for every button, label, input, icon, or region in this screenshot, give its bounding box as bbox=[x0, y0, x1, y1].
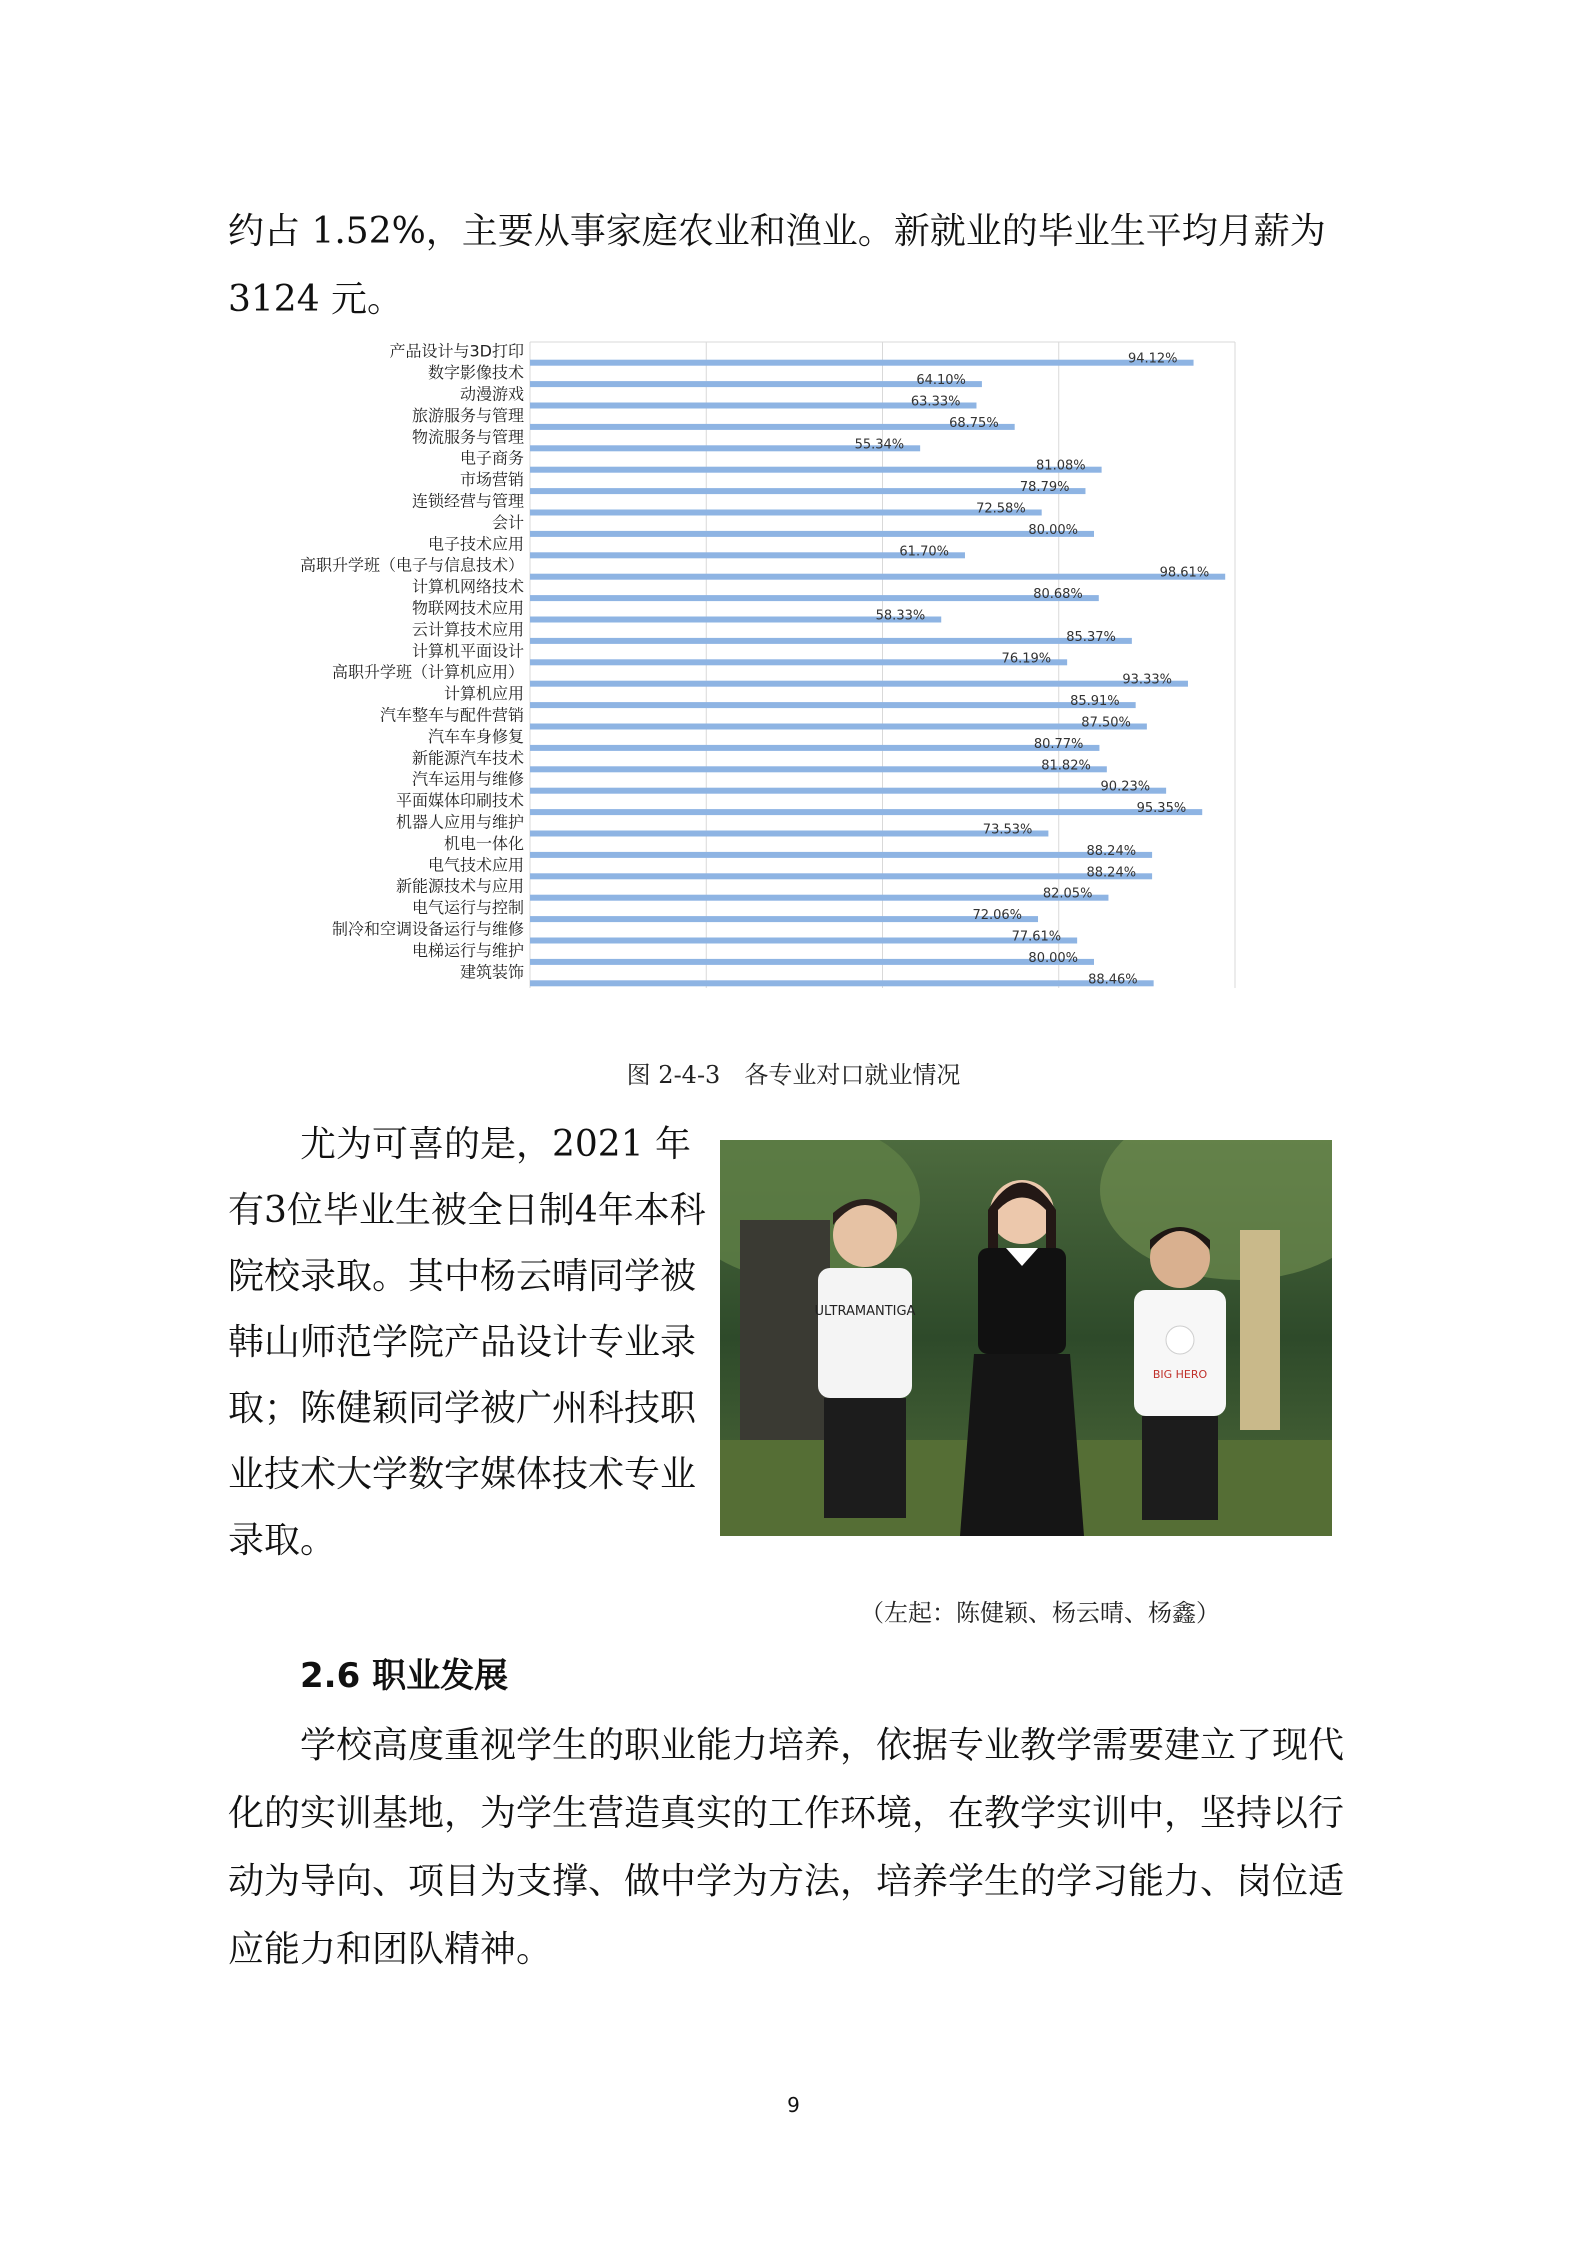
section-heading: 2.6 职业发展 bbox=[300, 1656, 509, 1696]
category-label: 会计 bbox=[491, 512, 524, 532]
category-label: 电气技术应用 bbox=[427, 855, 524, 875]
value-label: 80.68% bbox=[1033, 587, 1083, 603]
category-label: 旅游服务与管理 bbox=[411, 405, 524, 425]
value-label: 81.82% bbox=[1041, 758, 1091, 774]
bar bbox=[530, 681, 1188, 687]
category-label: 机电一体化 bbox=[443, 833, 524, 853]
category-label: 连锁经营与管理 bbox=[411, 491, 524, 511]
category-label: 电子商务 bbox=[459, 448, 524, 468]
value-label: 80.77% bbox=[1033, 736, 1084, 752]
value-label: 87.50% bbox=[1081, 715, 1131, 731]
bar bbox=[530, 766, 1107, 772]
category-label: 新能源汽车技术 bbox=[411, 748, 524, 768]
value-label: 88.46% bbox=[1088, 972, 1138, 988]
photo-caption: （左起：陈健颖、杨云晴、杨鑫） bbox=[860, 1599, 1220, 1627]
category-label: 高职升学班（计算机应用） bbox=[331, 662, 524, 682]
category-label: 新能源技术与应用 bbox=[395, 876, 524, 896]
category-label: 汽车车身修复 bbox=[427, 726, 524, 746]
bar bbox=[530, 895, 1108, 901]
bar bbox=[530, 574, 1225, 580]
bar bbox=[530, 381, 982, 387]
value-label: 81.08% bbox=[1036, 458, 1086, 474]
value-label: 80.00% bbox=[1028, 522, 1078, 538]
bar bbox=[530, 809, 1202, 815]
body-text: 学校高度重视学生的职业能力培养，依据专业教学需要建立了现代化的实训基地，为学生营造真实的工作环境，在教学实训中，坚持以行动为导向、项目为支撑、做中学为方法，培养学生的学习能力、岗位适应能力和团队精神。 bbox=[228, 1725, 1345, 1970]
bar bbox=[530, 724, 1147, 730]
value-label: 98.61% bbox=[1159, 565, 1210, 581]
photo-illustration bbox=[720, 1140, 1332, 1536]
value-label: 72.58% bbox=[976, 501, 1026, 517]
value-label: 95.35% bbox=[1136, 801, 1187, 817]
value-label: 93.33% bbox=[1122, 672, 1172, 688]
bar bbox=[530, 745, 1099, 751]
category-label: 电梯运行与维护 bbox=[411, 940, 524, 960]
value-label: 61.70% bbox=[899, 544, 949, 560]
bar bbox=[530, 959, 1094, 965]
bar bbox=[530, 873, 1152, 879]
category-label: 电子技术应用 bbox=[427, 534, 524, 554]
category-label: 高职升学班（电子与信息技术） bbox=[299, 555, 524, 575]
bar bbox=[530, 938, 1077, 944]
category-label: 数字影像技术 bbox=[427, 363, 524, 383]
category-label: 建筑装饰 bbox=[459, 962, 524, 982]
bar bbox=[530, 403, 976, 409]
value-label: 68.75% bbox=[949, 415, 999, 431]
category-label: 机器人应用与维护 bbox=[395, 812, 524, 832]
story-text: 尤为可喜的是，2021 年有3位毕业生被全日制4年本科院校录取。其中杨云晴同学被韩山师范学院产品设计专业录取；陈健颖同学被广州科技职业技术大学数字媒体技术专业录取。 bbox=[228, 1124, 706, 1561]
chart-svg bbox=[275, 338, 1245, 988]
value-label: 55.34% bbox=[854, 437, 905, 453]
category-label: 计算机平面设计 bbox=[411, 641, 524, 661]
page-number: 9 bbox=[787, 2093, 800, 2117]
bar bbox=[530, 980, 1154, 986]
bar bbox=[530, 488, 1085, 494]
figure-caption: 图 2-4-3 各专业对口就业情况 bbox=[626, 1061, 961, 1089]
bar bbox=[530, 467, 1102, 473]
bar bbox=[530, 360, 1194, 366]
value-label: 94.12% bbox=[1127, 351, 1178, 367]
shirt-left-text: ULTRAMANTIGA bbox=[814, 1304, 916, 1319]
category-label: 汽车运用与维修 bbox=[411, 769, 524, 789]
graduates-photo bbox=[720, 1140, 1332, 1536]
value-label: 85.91% bbox=[1070, 694, 1120, 710]
employment-bar-chart bbox=[275, 338, 1245, 988]
bar bbox=[530, 916, 1038, 922]
category-label: 产品设计与3D打印 bbox=[389, 341, 524, 361]
category-label: 计算机网络技术 bbox=[411, 577, 524, 597]
value-label: 58.33% bbox=[875, 608, 926, 624]
value-label: 76.19% bbox=[1001, 651, 1052, 667]
value-label: 90.23% bbox=[1100, 779, 1151, 795]
shirt-right-text: BIG HERO bbox=[1152, 1368, 1208, 1381]
category-label: 计算机应用 bbox=[443, 684, 524, 704]
bar bbox=[530, 659, 1067, 665]
bar bbox=[530, 788, 1166, 794]
bar bbox=[530, 831, 1048, 837]
value-label: 73.53% bbox=[982, 822, 1033, 838]
value-label: 80.00% bbox=[1028, 950, 1078, 966]
category-label: 电气运行与控制 bbox=[411, 898, 524, 918]
bar bbox=[530, 531, 1094, 537]
bar bbox=[530, 852, 1152, 858]
bar bbox=[530, 424, 1015, 430]
value-label: 88.24% bbox=[1086, 843, 1137, 859]
body-paragraph bbox=[228, 1712, 1360, 1984]
value-label: 72.06% bbox=[972, 908, 1023, 924]
category-label: 云计算技术应用 bbox=[411, 619, 524, 639]
value-label: 78.79% bbox=[1019, 480, 1070, 496]
category-label: 市场营销 bbox=[459, 470, 524, 490]
value-label: 63.33% bbox=[910, 394, 961, 410]
bar bbox=[530, 595, 1099, 601]
category-label: 平面媒体印刷技术 bbox=[395, 791, 524, 811]
intro-paragraph: 约占 1.52%，主要从事家庭农业和渔业。新就业的毕业生平均月薪为 3124 元。 bbox=[228, 211, 1326, 320]
value-label: 82.05% bbox=[1042, 886, 1093, 902]
category-label: 物联网技术应用 bbox=[411, 598, 524, 618]
bar bbox=[530, 638, 1132, 644]
value-label: 88.24% bbox=[1086, 865, 1137, 881]
value-label: 85.37% bbox=[1066, 629, 1116, 645]
category-label: 动漫游戏 bbox=[459, 384, 524, 404]
category-label: 汽车整车与配件营销 bbox=[379, 705, 524, 725]
bar bbox=[530, 702, 1136, 708]
story-paragraph bbox=[228, 1112, 708, 1574]
bar bbox=[530, 510, 1042, 516]
category-label: 制冷和空调设备运行与维修 bbox=[331, 919, 524, 939]
value-label: 77.61% bbox=[1011, 929, 1062, 945]
value-label: 64.10% bbox=[916, 373, 966, 389]
category-label: 物流服务与管理 bbox=[411, 427, 524, 447]
